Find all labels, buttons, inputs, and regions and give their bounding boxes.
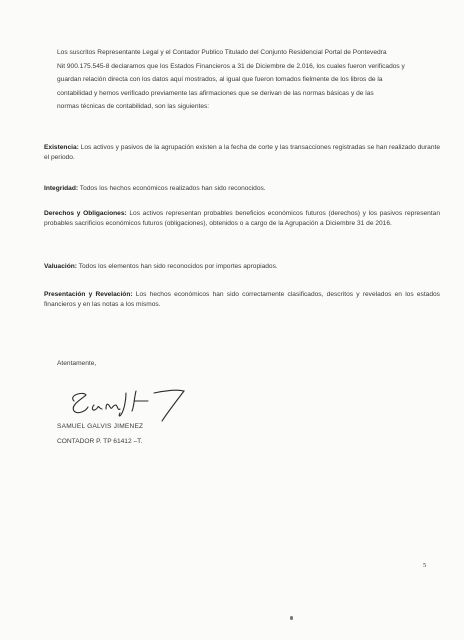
section-heading: Presentación y Revelación: [44, 291, 133, 298]
section-text: Todos los elementos han sido reconocidos por importes apropiados. [78, 263, 278, 270]
section-text: Los activos y pasivos de la agrupación existen a la fecha de corte y las transacciones registradas se han realizado durante el periodo. [44, 144, 440, 162]
closing-salutation: Atentamente, [57, 360, 97, 367]
section-derechos-obligaciones [44, 209, 440, 229]
section-heading: Existencia: [44, 144, 79, 151]
signer-name: SAMUEL GALVIS JIMENEZ [57, 423, 144, 430]
section-heading: Valuación: [44, 263, 77, 270]
intro-line: guardan relación directa con los datos aquí mostrados, al igual que fueron tomados fielmente de los libros de la [57, 76, 383, 84]
intro-line: normas técnicas de contabilidad, son las siguientes: [57, 103, 210, 111]
signature-stroke [73, 390, 184, 421]
page-number: 5 [423, 562, 427, 569]
section-heading: Derechos y Obligaciones: [44, 210, 127, 217]
section-text: Los activos representan probables beneficios económicos futuros (derechos) y los pasivos representan probables sacrificios económicos futuros (obligaciones), obtenidos o a cargo de la Agrupación a Diciembre 31 de 2016. [44, 210, 440, 228]
intro-line: Nit 900.175.545-8 declaramos que los Estados Financieros a 31 de Diciembre de 2.016, los cuales fueron verificados y [57, 62, 405, 70]
section-presentacion-revelacion [44, 290, 440, 310]
scan-speck [290, 616, 293, 620]
signer-title: CONTADOR P. TP 61412 –T. [57, 438, 143, 445]
section-heading: Integridad: [44, 185, 79, 192]
section-valuacion [44, 262, 440, 272]
section-text: Todos los hechos económicos realizados han sido reconocidos. [79, 185, 266, 192]
intro-line: contabilidad y hemos verificado previamente las afirmaciones que se derivan de las normas básicas y de las [57, 89, 374, 97]
section-existencia [44, 143, 440, 163]
intro-paragraph [57, 46, 437, 114]
section-integridad [44, 184, 440, 194]
intro-line: Los suscritos Representante Legal y el Contador Publico Titulado del Conjunto Residencial Portal de Pontevedra [57, 49, 387, 56]
handwritten-signature [64, 383, 214, 425]
section-text: Los hechos económicos han sido correctamente clasificados, descritos y revelados en los estados financieros y en las notas a los mismos. [44, 291, 440, 309]
